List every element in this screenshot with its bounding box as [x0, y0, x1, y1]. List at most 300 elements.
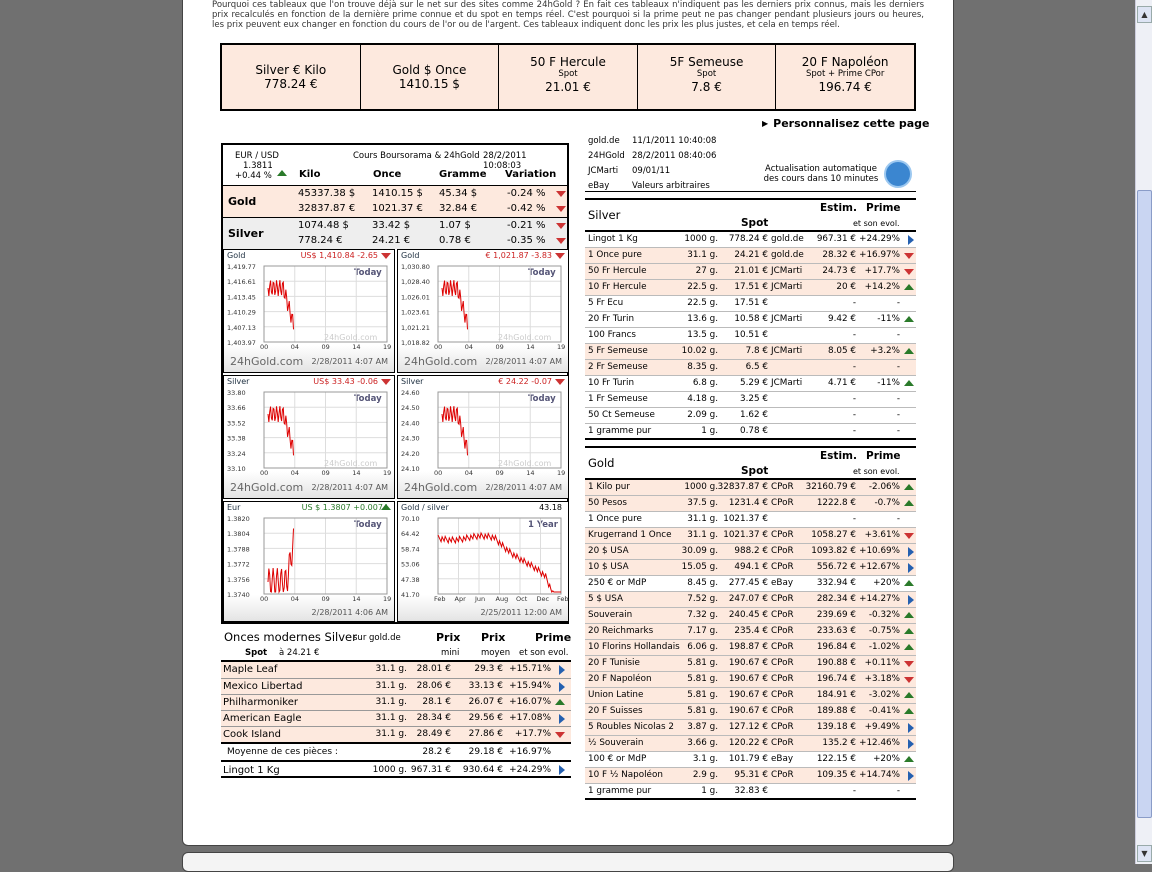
coin-prime: +3.61% — [864, 530, 900, 540]
price-chart[interactable] — [223, 375, 395, 499]
table-row — [585, 608, 916, 624]
summary-box-value: 1410.15 $ — [398, 77, 460, 91]
summary-box-value: 196.74 € — [818, 80, 872, 94]
coin-estimate: - — [852, 410, 856, 420]
coin-estimate: 8.05 € — [828, 346, 856, 356]
y-tick-label: 24.50 — [401, 404, 420, 413]
table-row — [585, 736, 916, 752]
x-tick-label: 00 — [434, 343, 443, 351]
coin-moyen: 26.07 € — [468, 697, 503, 707]
coin-spot: 10.51 € — [734, 330, 768, 340]
coin-prime: +3.2% — [870, 346, 900, 356]
coin-source: CPoR — [771, 498, 794, 508]
coin-mini: 28.01 € — [416, 664, 451, 674]
coin-source: CPoR — [771, 530, 794, 540]
scroll-down-icon[interactable]: ▼ — [1137, 845, 1152, 862]
table-row — [585, 704, 916, 720]
coin-estimate: 1222.8 € — [816, 498, 856, 508]
personalize-link[interactable]: ▶ Personnalisez cette page — [762, 117, 930, 130]
gold-kilo-usd: 45337.38 $ — [298, 188, 356, 199]
coin-name: 5 Fr Ecu — [588, 298, 624, 308]
summary-box-value: 7.8 € — [691, 80, 722, 94]
spot-label: Spot — [245, 648, 268, 658]
up-arrow-icon — [904, 580, 914, 586]
right-arrow-icon[interactable] — [908, 547, 914, 557]
source-info: Valeurs arbitraires — [632, 181, 710, 191]
coin-prime: - — [896, 426, 900, 436]
chart-date: 2/28/2011 4:07 AM — [485, 357, 562, 366]
summary-box-title: 20 F Napoléon — [801, 55, 889, 69]
gold-kilo-eur: 32837.87 € — [298, 203, 356, 214]
x-tick-label: 19 — [557, 469, 566, 477]
average-mini: 28.2 € — [422, 747, 451, 757]
coin-moyen: 33.13 € — [468, 681, 503, 691]
coin-mini: 28.1 € — [422, 697, 451, 707]
down-arrow-icon — [904, 661, 914, 667]
x-tick-label: 09 — [321, 469, 330, 477]
down-arrow-icon — [556, 206, 566, 212]
coin-name: 1 gramme pur — [588, 426, 652, 436]
coin-weight: 5.81 g. — [687, 706, 718, 716]
summary-box — [361, 45, 500, 109]
coin-estimate: - — [852, 298, 856, 308]
coin-name: 250 € or MdP — [588, 578, 647, 588]
summary-box-value: 778.24 € — [264, 77, 318, 91]
y-tick-label: 1.3820 — [227, 515, 250, 523]
onces-row — [221, 726, 571, 742]
onces-row — [221, 710, 571, 726]
chart-plot — [224, 250, 396, 374]
down-arrow-icon — [904, 533, 914, 539]
coin-prime: +3.18% — [864, 674, 900, 684]
gold-var-eur: -0.42 % — [507, 203, 546, 214]
chart-plot — [224, 376, 396, 500]
coin-source: CPoR — [771, 482, 794, 492]
up-arrow-icon — [904, 284, 914, 290]
coin-estimate: 32160.79 € — [805, 482, 856, 492]
coin-name: Souverain — [588, 610, 633, 620]
table-row — [585, 232, 916, 248]
coin-prime: +10.69% — [859, 546, 900, 556]
coin-spot: 0.78 € — [740, 426, 768, 436]
coin-source: CPoR — [771, 626, 794, 636]
source-name: eBay — [588, 181, 610, 191]
x-tick-label: Aug — [495, 595, 509, 603]
spot-prices-panel — [221, 143, 569, 624]
y-tick-label: 24.40 — [401, 419, 420, 428]
coin-prime: +0.11% — [864, 658, 900, 668]
coin-prime: -0.75% — [868, 626, 900, 636]
summary-box-value: 21.01 € — [545, 80, 591, 94]
coin-prime: +20% — [873, 754, 900, 764]
coin-source: gold.de — [771, 250, 804, 260]
coin-name: Maple Leaf — [223, 664, 278, 675]
coin-spot: 988.2 € — [734, 546, 768, 556]
table-row — [585, 376, 916, 392]
right-arrow-icon[interactable] — [908, 595, 914, 605]
coin-weight: 22.5 g. — [687, 298, 718, 308]
chart-period: Today — [354, 394, 382, 404]
x-tick-label: 04 — [290, 595, 300, 603]
average-prime: +16.97% — [509, 747, 551, 757]
coin-estimate: 109.35 € — [816, 770, 856, 780]
table-row — [585, 624, 916, 640]
coin-name: 5 Fr Semeuse — [588, 346, 648, 356]
coin-prime: -1.02% — [868, 642, 900, 652]
coin-name: American Eagle — [223, 713, 302, 724]
gold-row — [223, 185, 567, 217]
summary-box — [222, 45, 361, 109]
x-tick-label: 00 — [260, 343, 269, 351]
table-row — [585, 688, 916, 704]
coin-estimate: 28.32 € — [822, 250, 856, 260]
coin-spot: 6.5 € — [745, 362, 768, 372]
coin-spot: 190.67 € — [728, 674, 768, 684]
price-chart[interactable] — [397, 249, 569, 373]
coin-estimate: 233.63 € — [816, 626, 856, 636]
source-row — [588, 134, 918, 149]
coin-estimate: 1058.27 € — [811, 530, 856, 540]
coin-estimate: 196.74 € — [816, 674, 856, 684]
y-tick-label: 1,026.01 — [401, 293, 430, 302]
right-arrow-icon[interactable] — [908, 739, 914, 749]
coin-weight: 37.5 g. — [687, 498, 718, 508]
spot-header — [223, 145, 567, 185]
coin-prime: +20% — [873, 578, 900, 588]
table-row — [585, 752, 916, 768]
price-chart[interactable] — [397, 501, 569, 622]
x-tick-label: 19 — [557, 343, 566, 351]
col-kilo: Kilo — [299, 169, 321, 180]
coin-spot: 21.01 € — [734, 266, 768, 276]
silver-row — [223, 217, 567, 249]
coin-name: 50 Ct Semeuse — [588, 410, 655, 420]
coin-spot: 240.45 € — [728, 610, 768, 620]
y-tick-label: 1,410.29 — [227, 308, 256, 317]
coin-estimate: - — [852, 786, 856, 796]
chart-plot — [398, 376, 570, 500]
table-row — [585, 544, 916, 560]
onces-row — [221, 694, 571, 710]
table-row — [585, 576, 916, 592]
chart-title: Eur — [227, 503, 241, 512]
price-chart[interactable] — [223, 501, 395, 622]
table-row — [585, 560, 916, 576]
coin-name: 5 Roubles Nicolas 2 — [588, 722, 674, 732]
coin-name: 20 F Suisses — [588, 706, 643, 716]
right-arrow-icon[interactable] — [908, 563, 914, 573]
coin-source: CPoR — [771, 674, 794, 684]
coin-source: JCMarti — [771, 346, 803, 356]
y-tick-label: 1,030.80 — [401, 263, 430, 271]
coin-name: 100 € or MdP — [588, 754, 647, 764]
coin-source: CPoR — [771, 658, 794, 668]
chart-date: 2/28/2011 4:07 AM — [311, 483, 388, 492]
down-arrow-icon — [556, 238, 566, 244]
col-moyen: moyen — [481, 648, 511, 658]
table-row — [585, 344, 916, 360]
chart-title: Gold — [401, 251, 420, 260]
refresh-icon[interactable] — [884, 160, 912, 188]
vertical-scrollbar[interactable] — [1135, 0, 1152, 864]
intro-text: Pourquoi ces tableaux que l'on trouve déjà sur le net sur des sites comme 24hGold ? En fait ces tableaux n'indiquent pas les derniers prix connus, mais les derniers prix recalculés en fonction de la dernière prime connue et du spot en temps réel. C'est pourquoi si la prime peut ne pas changer pendant plusieurs jours ou heures, les prix peuvent eux changer en fonction du cours de l'or ou de l'argent. Ces tableaux indiquent donc les prix les plus justes, et cela en temps réel. — [212, 0, 924, 30]
right-arrow-icon[interactable] — [559, 682, 565, 692]
chart-brand: 24hGold.com — [404, 355, 478, 368]
chart-plot — [398, 502, 570, 626]
y-tick-label: 47.38 — [401, 575, 420, 584]
coin-prime: +12.67% — [859, 562, 900, 572]
table-row — [585, 264, 916, 280]
coin-weight: 3.66 g. — [687, 738, 718, 748]
coin-prime: - — [896, 410, 900, 420]
table-row — [585, 528, 916, 544]
coin-name: 20 F Napoléon — [588, 674, 652, 684]
coin-source: CPoR — [771, 738, 794, 748]
x-tick-label: 00 — [434, 469, 443, 477]
col-evol: et son evol. — [519, 648, 569, 658]
y-tick-label: 33.24 — [227, 449, 246, 458]
source-row — [588, 149, 918, 164]
source-name: JCMarti — [588, 166, 619, 176]
right-arrow-icon[interactable] — [908, 771, 914, 781]
source-info: 11/1/2011 10:40:08 — [632, 136, 717, 146]
silver-once-usd: 33.42 $ — [372, 220, 411, 231]
chart-date: 2/28/2011 4:07 AM — [485, 483, 562, 492]
x-tick-label: Feb — [434, 595, 446, 603]
coin-prime: +17.7% — [864, 266, 900, 276]
col-prime: Prime — [866, 450, 901, 462]
x-tick-label: 00 — [260, 595, 269, 603]
onces-row — [221, 678, 571, 694]
chart-brand: 24hGold.com — [230, 355, 304, 368]
silver-kilo-eur: 778.24 € — [298, 235, 343, 246]
chart-value: US $ 1.3807 +0.0074 — [301, 503, 388, 512]
coin-weight: 5.81 g. — [687, 674, 718, 684]
coin-source: CPoR — [771, 594, 794, 604]
table-row — [585, 592, 916, 608]
summary-box-title: Silver € Kilo — [255, 63, 327, 77]
down-arrow-icon — [904, 269, 914, 275]
up-arrow-icon — [555, 699, 565, 705]
coin-source: CPoR — [771, 722, 794, 732]
table-row — [585, 312, 916, 328]
silver-label: Silver — [228, 227, 264, 240]
x-tick-label: Dec — [536, 595, 550, 603]
right-arrow-icon[interactable] — [908, 235, 914, 245]
coin-prime: -0.7% — [874, 498, 900, 508]
coin-weight: 10.02 g. — [681, 346, 718, 356]
coin-spot: 198.87 € — [728, 642, 768, 652]
up-arrow-icon — [904, 380, 914, 386]
right-arrow-icon[interactable] — [908, 723, 914, 733]
table-row — [585, 496, 916, 512]
table-row — [585, 480, 916, 496]
x-tick-label: Feb — [557, 595, 569, 603]
coin-name: 1 gramme pur — [588, 786, 652, 796]
coin-spot: 3.25 € — [740, 394, 768, 404]
col-mini: mini — [441, 648, 460, 658]
watermark: 24hGold.com — [498, 333, 552, 342]
chart-brand: 24hGold.com — [230, 481, 304, 494]
price-line — [442, 280, 468, 329]
gold-once-usd: 1410.15 $ — [372, 188, 423, 199]
up-arrow-icon — [904, 644, 914, 650]
chart-period: 1 Year — [528, 520, 558, 530]
silver-once-eur: 24.21 € — [372, 235, 411, 246]
coin-source: CPoR — [771, 690, 794, 700]
right-arrow-icon[interactable] — [559, 765, 565, 775]
y-tick-label: 64.42 — [401, 530, 420, 539]
coin-spot: 494.1 € — [734, 562, 768, 572]
coin-spot: 10.58 € — [734, 314, 768, 324]
col-prime: Prime — [866, 202, 901, 214]
chart-value: € 1,021.87 -3.83 — [485, 251, 552, 260]
silver-kilo-usd: 1074.48 $ — [298, 220, 349, 231]
y-tick-label: 33.66 — [227, 404, 246, 413]
y-tick-label: 1,416.61 — [227, 278, 256, 287]
coin-prime: +17.08% — [509, 713, 551, 723]
average-row — [221, 742, 571, 760]
coin-weight: 31.1 g. — [375, 729, 407, 739]
coin-weight: 1 g. — [701, 786, 718, 796]
col-gramme: Gramme — [439, 169, 487, 180]
coin-weight: 31.1 g. — [375, 681, 407, 691]
y-tick-label: 1,023.61 — [401, 308, 430, 317]
table-title: Gold — [588, 456, 615, 470]
coin-source: JCMarti — [771, 282, 803, 292]
chart-date: 2/25/2011 12:00 AM — [480, 608, 562, 617]
coin-weight: 31.1 g. — [375, 664, 407, 674]
coin-prime: - — [896, 298, 900, 308]
coin-spot: 5.29 € — [740, 378, 768, 388]
x-tick-label: 00 — [260, 469, 269, 477]
coin-name: 10 $ USA — [588, 562, 629, 572]
coin-estimate: 1093.82 € — [811, 546, 856, 556]
coin-source: JCMarti — [771, 378, 803, 388]
coin-estimate: 139.18 € — [816, 722, 856, 732]
coin-estimate: 24.73 € — [822, 266, 856, 276]
right-arrow-icon[interactable] — [559, 665, 565, 675]
price-charts — [223, 249, 567, 622]
up-arrow-icon — [277, 170, 287, 176]
scroll-up-icon[interactable]: ▲ — [1137, 6, 1152, 23]
coin-prime: +12.46% — [859, 738, 900, 748]
coin-estimate: 184.91 € — [816, 690, 856, 700]
y-tick-label: 1.3788 — [227, 545, 250, 554]
price-chart[interactable] — [397, 375, 569, 499]
down-arrow-icon — [904, 677, 914, 683]
coin-estimate: - — [852, 514, 856, 524]
coin-prime: - — [896, 786, 900, 796]
coin-source: CPoR — [771, 770, 794, 780]
summary-box-sub: Spot — [558, 69, 578, 79]
summary-box-sub: Spot + Prime CPor — [805, 69, 885, 79]
coin-prime: -0.32% — [868, 610, 900, 620]
coin-name: 1 Fr Semeuse — [588, 394, 648, 404]
table-header — [585, 198, 916, 232]
summary-box-title: Gold $ Once — [392, 63, 467, 77]
chart-date: 2/28/2011 4:07 AM — [311, 357, 388, 366]
chart-period: Today — [528, 268, 556, 278]
y-tick-label: 24.10 — [401, 465, 420, 473]
up-arrow-icon — [904, 692, 914, 698]
up-arrow-icon — [904, 708, 914, 714]
up-arrow-icon — [904, 316, 914, 322]
col-evol: et son evol. — [853, 219, 900, 228]
col-estim: Estim. — [820, 202, 857, 214]
y-tick-label: 24.30 — [401, 434, 420, 443]
coin-estimate: 20 € — [836, 282, 856, 292]
lingot-mini: 967.31 € — [410, 765, 451, 775]
summary-box-title: 50 F Hercule — [530, 55, 606, 69]
coin-spot: 277.45 € — [728, 578, 768, 588]
silver-price-table — [585, 198, 916, 440]
chart-period: Today — [354, 268, 382, 278]
x-tick-label: 14 — [526, 343, 535, 351]
col-spot: Spot — [741, 465, 769, 477]
coin-prime: -3.02% — [868, 690, 900, 700]
summary-box — [499, 45, 638, 109]
coin-weight: 8.45 g. — [687, 578, 718, 588]
silver-var-eur: -0.35 % — [507, 235, 546, 246]
chart-value: US$ 33.43 -0.06 — [313, 377, 378, 386]
chart-value: US$ 1,410.84 -2.65 — [300, 251, 378, 260]
table-row — [585, 424, 916, 440]
right-arrow-icon[interactable] — [559, 714, 565, 724]
coin-prime: +17.7% — [514, 729, 551, 739]
scroll-thumb[interactable] — [1137, 190, 1152, 818]
y-tick-label: 33.80 — [227, 389, 246, 397]
watermark: 24hGold.com — [324, 333, 378, 342]
coin-source: gold.de — [771, 234, 804, 244]
coin-source: eBay — [771, 578, 794, 588]
coin-estimate: - — [852, 362, 856, 372]
y-tick-label: 53.06 — [401, 560, 420, 569]
x-tick-label: 19 — [383, 469, 392, 477]
onces-row — [221, 662, 571, 678]
coin-weight: 15.05 g. — [681, 562, 718, 572]
coin-prime: - — [896, 362, 900, 372]
x-tick-label: 14 — [352, 469, 361, 477]
x-tick-label: 04 — [290, 469, 300, 477]
onces-title: Onces modernes Silver — [224, 630, 357, 644]
coin-source: JCMarti — [771, 266, 803, 276]
coin-source: CPoR — [771, 562, 794, 572]
eurusd-label: EUR / USD — [235, 151, 279, 161]
price-chart[interactable] — [223, 249, 395, 373]
coin-name: Philharmoniker — [223, 697, 298, 708]
source-name: 24HGold — [588, 151, 625, 161]
summary-box — [776, 45, 914, 109]
coin-estimate: - — [852, 330, 856, 340]
coin-prime: -0.41% — [868, 706, 900, 716]
modern-silver-ounces — [221, 628, 571, 778]
x-tick-label: 14 — [526, 469, 535, 477]
up-arrow-icon — [904, 500, 914, 506]
coin-source: CPoR — [771, 706, 794, 716]
y-tick-label: 1,419.77 — [227, 263, 256, 271]
col-spot: Spot — [741, 217, 769, 229]
table-row — [585, 784, 916, 800]
lingot-prime: +24.29% — [509, 765, 551, 775]
coin-source: CPoR — [771, 546, 794, 556]
coin-name: 20 F Tunisie — [588, 658, 640, 668]
coin-mini: 28.49 € — [416, 729, 451, 739]
coin-moyen: 27.86 € — [468, 729, 503, 739]
x-tick-label: Apr — [454, 595, 466, 603]
coin-prime: +14.27% — [859, 594, 900, 604]
table-row — [585, 512, 916, 528]
